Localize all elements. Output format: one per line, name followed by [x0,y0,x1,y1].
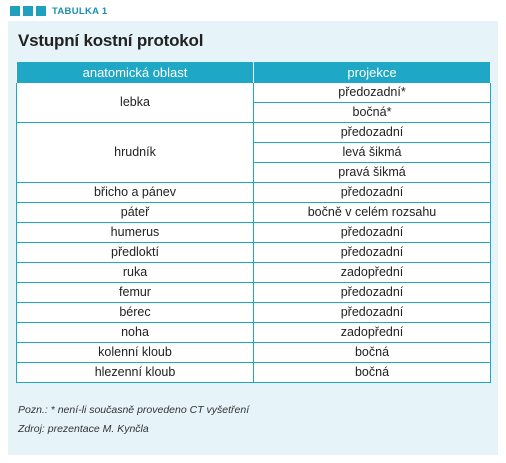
projection-cell: bočně v celém rozsahu [254,203,491,223]
region-cell: hrudník [17,123,254,183]
region-cell: noha [17,323,254,343]
source-note: Zdroj: prezentace M. Kynčla [18,423,149,435]
tag-square-icon [23,6,33,16]
projection-cell: levá šikmá [254,143,491,163]
table-row [17,343,491,363]
table-panel [8,21,498,455]
table-row [17,123,491,143]
column-header: projekce [254,62,491,83]
tag-label: TABULKA 1 [52,5,108,17]
region-cell: hlezenní kloub [17,363,254,383]
table-row [17,303,491,323]
projection-cell: předozadní [254,223,491,243]
projection-cell: bočná* [254,103,491,123]
projection-cell: bočná [254,343,491,363]
projection-cell: předozadní* [254,83,491,103]
projection-cell: předozadní [254,283,491,303]
region-cell: bérec [17,303,254,323]
region-cell: ruka [17,263,254,283]
projection-cell: zadopřední [254,323,491,343]
footnote: Pozn.: * není-li současně provedeno CT vyšetření [18,404,250,416]
region-cell: břicho a pánev [17,183,254,203]
table-row [17,83,491,103]
region-cell: humerus [17,223,254,243]
table-row [17,283,491,303]
table-body [17,83,491,383]
table-row [17,223,491,243]
projection-cell: předozadní [254,303,491,323]
protocol-table [16,62,491,383]
projection-cell: bočná [254,363,491,383]
header-row [17,62,491,83]
projection-cell: předozadní [254,243,491,263]
table-row [17,203,491,223]
region-cell: předloktí [17,243,254,263]
tag-square-icon [36,6,46,16]
table-row [17,243,491,263]
projection-cell: zadopřední [254,263,491,283]
table-row [17,263,491,283]
region-cell: lebka [17,83,254,123]
projection-cell: předozadní [254,123,491,143]
region-cell: páteř [17,203,254,223]
projection-cell: pravá šikmá [254,163,491,183]
column-header: anatomická oblast [17,62,254,83]
table-row [17,323,491,343]
tag-square-icon [10,6,20,16]
table-row [17,183,491,203]
projection-cell: předozadní [254,183,491,203]
region-cell: kolenní kloub [17,343,254,363]
table-tag [10,5,107,17]
table-row [17,363,491,383]
region-cell: femur [17,283,254,303]
table-title: Vstupní kostní protokol [18,31,204,50]
